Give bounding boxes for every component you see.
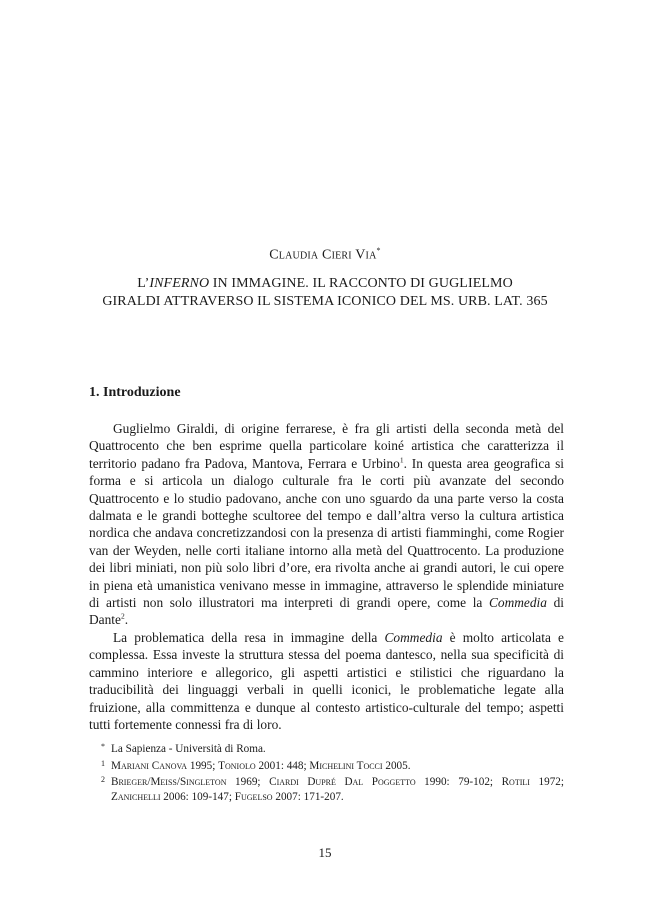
title-line-2: GIRALDI ATTRAVERSO IL SISTEMA ICONICO DEL MS. URB. LAT. 365: [102, 294, 548, 309]
author-name: Claudia Cieri Via*: [269, 246, 381, 263]
title-line-1: L’INFERNO IN IMMAGINE. IL RACCONTO DI GUGLIELMO: [137, 276, 513, 291]
footnote-text: 1990: 79-102;: [415, 776, 502, 789]
citation-author: Mariani Canova: [111, 759, 188, 772]
citation-author: Toniolo: [218, 759, 256, 772]
footnote-mark: 1: [101, 758, 105, 768]
footnote-text: 2001: 448;: [255, 759, 310, 772]
footnote-text: 2006: 109-147;: [160, 790, 235, 803]
citation-author: Fugelso: [234, 790, 273, 803]
footnote-ref-2[interactable]: 2: [120, 612, 125, 621]
citation-author: Michelini Tocci: [309, 759, 383, 772]
citation-author: Rotili: [501, 776, 530, 789]
footnote-mark: 2: [101, 775, 105, 785]
body-text: [89, 420, 564, 733]
footnote-mark: *: [101, 742, 105, 751]
article-title: [60, 275, 590, 311]
author-footnote-mark: *: [376, 246, 381, 255]
paragraph-1: Guglielmo Giraldi, di origine ferrarese, è fra gli artisti della seconda metà del Quattrocento che ben esprime quella particolare koiné artistica che caratterizza il territorio padano fra Padova, Mantova, Ferrara e Urbino$^1$. In questa area geografica si forma e si articola un dialogo culturale fra le corti più avanzate del secondo Quattrocento e lo studio padovano, anche con uno sguardo da una parte verso la costa dalmata e le grandi botteghe scultoree del tempo e dall’altra verso la cultura artistica nordica che andava concretizzandosi con la presenza di artisti fiamminghi, come Rogier van der Weyden, nelle corti italiane intorno alla metà del Quattrocento. La produzione dei libri miniati, non più solo libri d’ore, era rivolta anche ai grandi autori, le cui opere in piena età umanistica venivano messe in immagine, attraverso le splendide miniature di artisti non solo illustratori ma interpreti di grandi opere, come la Commedia di Dante$^2$.: [89, 421, 565, 628]
citation-author: Zanichelli: [111, 790, 161, 803]
footnote-text: La Sapienza - Università di Roma.: [111, 743, 266, 755]
section-heading: 1. Introduzione: [89, 385, 181, 400]
footnote-text: 1969;: [226, 776, 270, 789]
footnote-2: [89, 773, 564, 804]
paragraph-2: La problematica della resa in immagine della Commedia è molto articolata e complessa. Essa investe la struttura stessa del poema dantesco, nella sua specificità di cammino interiore e allegorico, gli aspetti artistici e stilistici che riguardano la traducibilità dei linguaggi verbali in quelli iconici, le problematiche legate alla fruizione, alla committenza e dunque al contesto artistico-culturale del tempo; aspetti tutti fortemente connessi fra di loro.: [89, 629, 564, 732]
footnote-text: 2005.: [382, 759, 411, 772]
footnote-ref-1[interactable]: 1: [399, 455, 404, 465]
footnote-text: 1972;: [529, 776, 564, 789]
footnote-0: [89, 740, 564, 757]
footnote-1: [89, 757, 564, 774]
citation-author: Brieger/Meiss/Singleton: [111, 776, 227, 789]
page-number: 15: [318, 845, 332, 860]
footnotes: [89, 740, 564, 804]
footnote-text: 2007: 171-207.: [272, 790, 344, 803]
citation-author: Ciardi Dupré Dal Poggetto: [269, 776, 416, 789]
title-italic: INFERNO: [149, 276, 210, 291]
footnote-text: 1995;: [187, 759, 219, 772]
